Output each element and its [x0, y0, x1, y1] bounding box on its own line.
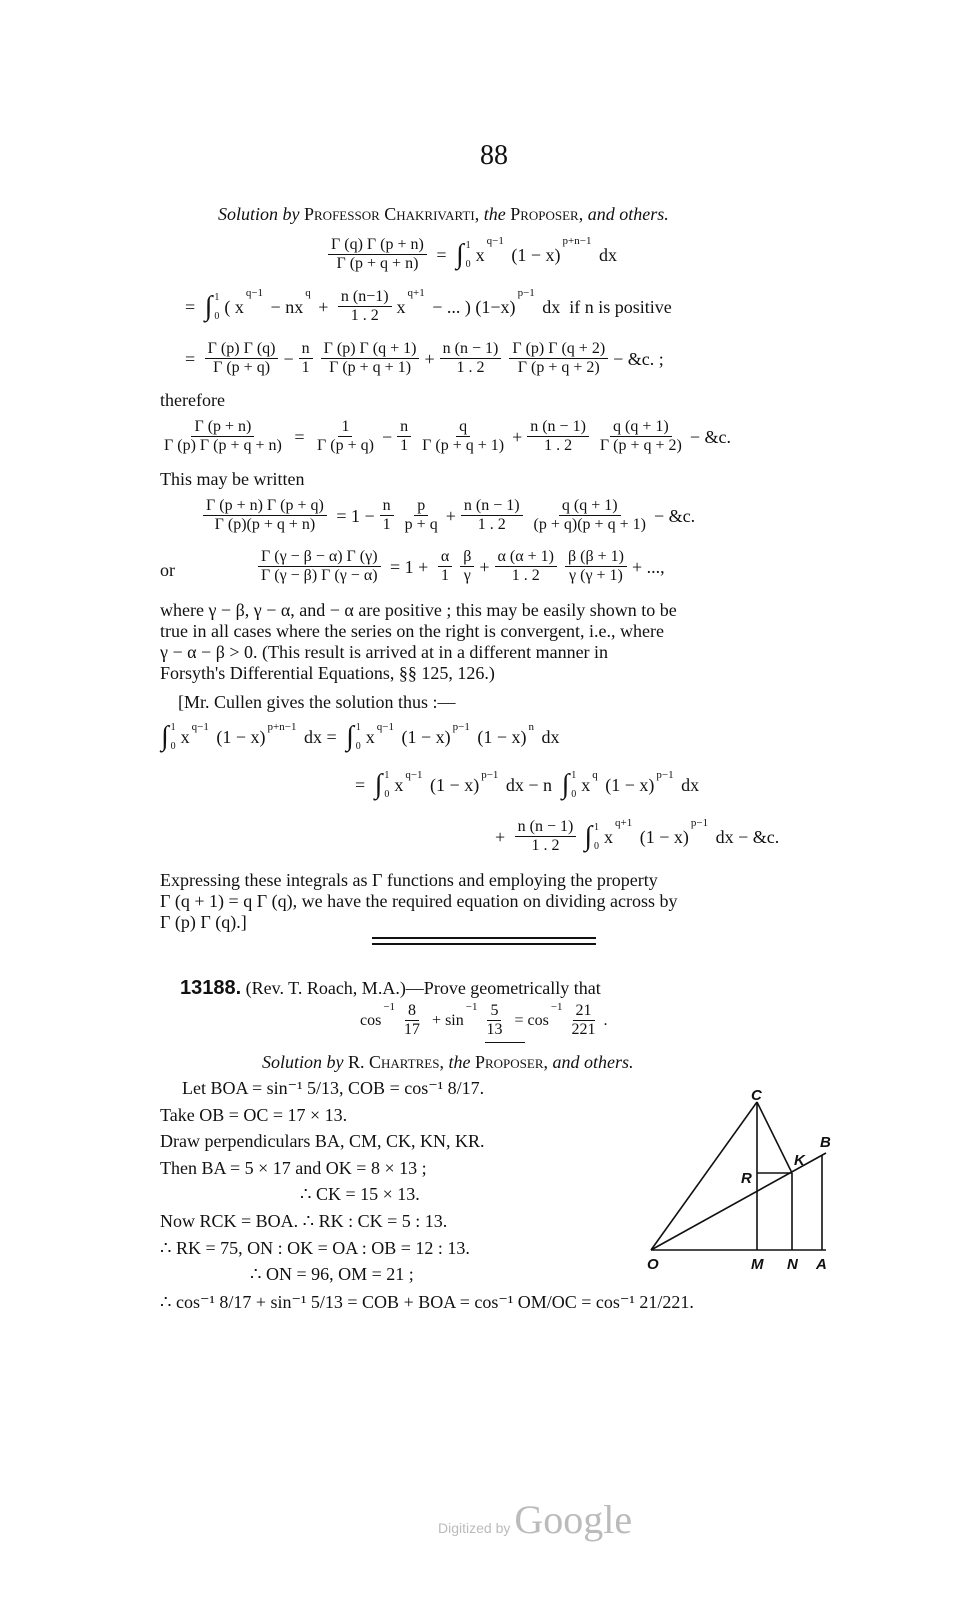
numerator: Γ (γ − β − α) Γ (γ)	[258, 548, 381, 567]
math-text: +	[424, 348, 435, 369]
exponent: q−1	[191, 721, 209, 733]
denominator: Γ (p + q + 2)	[599, 437, 682, 454]
exponent: q−1	[486, 235, 504, 247]
math-text: dx − n	[501, 775, 557, 795]
fraction	[380, 497, 394, 534]
math-text: dx =	[299, 727, 342, 747]
upper-limit: 1	[355, 722, 361, 733]
solution-heading-1	[218, 204, 669, 224]
numerator: p	[414, 497, 428, 516]
heading-proposer: Proposer,	[474, 1052, 548, 1072]
label-A: A	[816, 1256, 827, 1273]
fraction	[460, 548, 474, 585]
math-text: x	[396, 296, 406, 317]
denominator: 1	[441, 567, 450, 584]
proof-step: Draw perpendiculars BA, CM, CK, KN, KR.	[160, 1131, 485, 1151]
or-label: or	[160, 560, 175, 580]
fraction	[314, 418, 377, 455]
heading-prefix: Solution by	[262, 1052, 344, 1072]
numerator: q (q + 1)	[610, 418, 672, 437]
math-text: (1 − x)	[397, 727, 451, 747]
numerator: Γ (p) Γ (q + 2)	[509, 340, 608, 359]
math-text: + sin	[428, 1011, 464, 1029]
math-text: +	[479, 556, 490, 577]
para1-line: Forsyth's Differential Equations, §§ 125, 126.)	[160, 663, 495, 683]
denominator: Γ (p + q)	[317, 437, 374, 454]
integral-icon: ∫	[346, 721, 354, 752]
exponent: q	[592, 769, 598, 781]
exponent: p+n−1	[562, 235, 592, 247]
exponent: p−1	[452, 721, 470, 733]
denominator: Γ (p + q + 1)	[422, 437, 505, 454]
math-text: (1 − x)	[211, 727, 266, 747]
fraction	[461, 497, 523, 534]
denominator: 17	[404, 1021, 421, 1038]
exponent: −1	[383, 1001, 396, 1013]
exponent: q+1	[407, 287, 425, 299]
google-logo: Google	[514, 1497, 633, 1542]
exponent: q+1	[615, 817, 633, 829]
cullen-intro: [Mr. Cullen gives the solution thus :—	[178, 692, 456, 712]
math-text: = 1 −	[331, 505, 375, 526]
fraction	[258, 548, 381, 585]
numerator: β (β + 1)	[565, 548, 627, 567]
proof-step: Let BOA = sin⁻¹ 5/13, COB = cos⁻¹ 8/17.	[182, 1078, 485, 1098]
double-rule-top	[372, 937, 596, 939]
lower-limit: 0	[355, 741, 361, 752]
proof-step: Now RCK = BOA. ∴ RK : CK = 5 : 13.	[160, 1211, 448, 1231]
proof-step: Take OB = OC = 17 × 13.	[160, 1105, 348, 1125]
integral-sign	[456, 240, 471, 270]
cos-equation	[360, 1002, 608, 1039]
numerator: n (n−1)	[338, 288, 392, 307]
numerator: Γ (p + n) Γ (p + q)	[203, 497, 327, 516]
equation-7	[158, 722, 560, 752]
heading-name: Professor Chakrivarti,	[304, 204, 480, 224]
double-rule-bottom	[372, 943, 596, 945]
denominator: γ	[463, 567, 471, 584]
denominator: Γ (γ − β) Γ (γ − α)	[261, 567, 378, 584]
numerator: q (q + 1)	[559, 497, 621, 516]
label-K: K	[794, 1152, 805, 1169]
math-text: − nx	[266, 296, 304, 317]
fraction	[515, 818, 577, 855]
math-text: x	[581, 775, 591, 795]
math-text: =	[185, 348, 200, 369]
numerator: Γ (p + n)	[191, 418, 254, 437]
integral-icon: ∫	[456, 238, 464, 270]
problem-text: (Rev. T. Roach, M.A.)—Prove geometrically that	[245, 978, 601, 998]
exponent: p−1	[517, 287, 535, 299]
integral-sign	[562, 770, 577, 800]
math-text: =	[185, 296, 200, 317]
exponent: −1	[550, 1001, 563, 1013]
page-number: 88	[480, 140, 508, 171]
geometry-figure	[640, 1085, 840, 1275]
numerator: β	[460, 548, 474, 567]
fraction	[509, 340, 608, 377]
heading-name: R. Chartres,	[348, 1052, 444, 1072]
proof-step: Then BA = 5 × 17 and OK = 8 × 13 ;	[160, 1158, 427, 1178]
numerator: 21	[573, 1002, 595, 1021]
fraction	[495, 548, 557, 585]
math-text: − &c.	[653, 505, 696, 526]
integral-sign	[205, 292, 220, 322]
equation-8	[355, 770, 699, 800]
para1-line: γ − α − β > 0. (This result is arrived at in a different manner in	[160, 642, 609, 662]
fraction	[401, 1002, 423, 1039]
math-text: −	[283, 348, 294, 369]
heading-suffix: and others.	[552, 1052, 634, 1072]
math-text: (1 − x)	[472, 727, 527, 747]
denominator: Γ (p) Γ (p + q + n)	[164, 437, 282, 454]
lower-limit: 0	[170, 741, 176, 752]
equation-9	[495, 818, 779, 855]
lower-limit: 0	[465, 258, 471, 270]
upper-limit: 1	[571, 770, 577, 781]
upper-limit: 1	[170, 722, 176, 733]
therefore-text: therefore	[160, 390, 225, 410]
denominator: 1 . 2	[531, 837, 560, 854]
equation-3	[185, 340, 664, 377]
fraction	[299, 340, 313, 377]
equation-4	[158, 418, 731, 455]
denominator: Γ (p)(p + q + n)	[214, 516, 316, 533]
fraction	[597, 418, 685, 455]
numerator: α (α + 1)	[495, 548, 557, 567]
denominator: Γ (p + q)	[213, 359, 271, 376]
fraction	[328, 236, 427, 273]
fraction	[565, 548, 627, 585]
math-text: (1 − x)	[506, 244, 561, 265]
denominator: 1 . 2	[456, 359, 485, 376]
lower-limit: 0	[214, 310, 220, 322]
equation-5	[200, 497, 695, 534]
para2-line: Γ (q + 1) = q Γ (q), we have the required equation on dividing across by	[160, 891, 678, 911]
denominator: γ (γ + 1)	[569, 567, 623, 584]
fraction	[321, 340, 420, 377]
proof-step: ∴ ON = 96, OM = 21 ;	[250, 1264, 414, 1284]
exponent: q−1	[376, 721, 394, 733]
math-text: x	[475, 244, 485, 265]
math-text: .	[603, 1011, 608, 1029]
problem-statement	[180, 976, 601, 1000]
denominator: 1	[400, 437, 409, 454]
lower-limit: 0	[594, 840, 600, 852]
math-text: = cos	[510, 1011, 549, 1029]
math-text: −	[381, 426, 393, 447]
integral-limits	[384, 770, 389, 800]
google-watermark	[438, 1496, 632, 1543]
denominator: Γ (p + q + 1)	[329, 359, 412, 376]
para2-line: Expressing these integrals as Γ functions and employing the property	[160, 870, 658, 890]
upper-limit: 1	[465, 239, 471, 251]
fraction	[527, 418, 589, 455]
math-text: +	[495, 826, 510, 847]
fraction	[531, 497, 649, 534]
exponent: −1	[465, 1001, 478, 1013]
para1-line: true in all cases where the series on the right is convergent, i.e., where	[160, 621, 664, 641]
denominator: 1 . 2	[544, 437, 573, 454]
numerator: n (n − 1)	[515, 818, 577, 837]
integral-icon: ∫	[204, 290, 213, 322]
numerator: 5	[487, 1002, 501, 1021]
denominator: Γ (p + q + 2)	[517, 359, 600, 376]
fraction	[440, 340, 502, 377]
integral-sign	[161, 722, 176, 752]
heading-proposer: Proposer,	[510, 204, 584, 224]
fraction	[161, 418, 285, 455]
equation-6	[255, 548, 665, 585]
math-text: ( x	[224, 296, 244, 317]
fraction	[419, 418, 507, 455]
denominator: 1 . 2	[511, 567, 540, 584]
upper-limit: 1	[384, 770, 390, 781]
label-M: M	[751, 1256, 764, 1273]
denominator: 1	[382, 516, 391, 533]
fraction	[438, 548, 452, 585]
integral-sign	[375, 770, 390, 800]
numerator: n (n − 1)	[527, 418, 589, 437]
numerator: n	[380, 497, 394, 516]
fraction	[397, 418, 411, 455]
proof-step: ∴ cos⁻¹ 8/17 + sin⁻¹ 5/13 = COB + BOA = cos⁻¹ OM/OC = cos⁻¹ 21/221.	[160, 1292, 694, 1312]
short-rule	[485, 1042, 525, 1043]
exponent: q	[305, 287, 311, 299]
math-text: (1 − x)	[600, 775, 655, 795]
label-C: C	[751, 1087, 762, 1104]
heading-suffix: and others.	[587, 204, 669, 224]
numerator: 8	[405, 1002, 419, 1021]
watermark-prefix: Digitized by	[438, 1520, 511, 1536]
heading-mid: the	[448, 1052, 471, 1072]
problem-number: 13188.	[180, 977, 242, 999]
numerator: Γ (p) Γ (q + 1)	[321, 340, 420, 359]
lower-limit: 0	[571, 789, 577, 800]
line-CK	[757, 1102, 792, 1173]
fraction	[205, 340, 279, 377]
label-N: N	[787, 1256, 798, 1273]
numerator: n (n − 1)	[461, 497, 523, 516]
math-text: dx	[594, 244, 617, 265]
para1-line: where γ − β, γ − α, and − α are positive ; this may be easily shown to be	[160, 600, 677, 620]
math-text: − &c.	[689, 426, 732, 447]
label-B: B	[820, 1134, 831, 1151]
integral-icon: ∫	[561, 769, 570, 800]
math-text: (1 − x)	[635, 826, 689, 847]
exponent: q−1	[405, 769, 423, 781]
denominator: 1	[301, 359, 310, 376]
math-text: − &c. ;	[613, 348, 664, 369]
integral-limits	[594, 822, 599, 852]
equation-1	[325, 236, 617, 273]
math-text: =	[431, 244, 451, 265]
denominator: 13	[486, 1021, 503, 1038]
denominator: 1 . 2	[350, 307, 379, 324]
math-text: − ... ) (1−x)	[427, 296, 516, 317]
exponent: p−1	[481, 769, 499, 781]
math-text: (1 − x)	[425, 775, 480, 795]
numerator: Γ (p) Γ (q)	[205, 340, 279, 359]
math-text: = 1 +	[385, 556, 433, 577]
may-be-written-text: This may be written	[160, 469, 305, 489]
numerator: q	[456, 418, 470, 437]
math-text: x	[365, 727, 375, 747]
exponent: n	[528, 721, 534, 733]
math-text: dx	[676, 775, 700, 795]
fraction	[483, 1002, 505, 1039]
para2-line: Γ (p) Γ (q).]	[160, 912, 247, 932]
math-text: +	[313, 296, 333, 317]
exponent: p+n−1	[267, 721, 297, 733]
fraction	[569, 1002, 599, 1039]
integral-limits	[466, 240, 471, 270]
math-text: cos	[360, 1011, 382, 1029]
math-text: =	[289, 426, 310, 447]
math-text: dx − &c.	[711, 826, 780, 847]
denominator: p + q	[404, 516, 438, 533]
math-text: dx if n is positive	[537, 296, 672, 317]
math-text: +	[445, 505, 456, 526]
heading-mid: the	[483, 204, 506, 224]
lower-limit: 0	[384, 789, 390, 800]
numerator: n	[299, 340, 313, 359]
proof-step: ∴ RK = 75, ON : OK = OA : OB = 12 : 13.	[160, 1238, 470, 1258]
math-text: x	[180, 727, 190, 747]
math-text: + ...,	[631, 556, 665, 577]
integral-limits	[571, 770, 576, 800]
integral-icon: ∫	[584, 820, 593, 852]
integral-sign	[346, 722, 361, 752]
equation-2	[185, 288, 672, 325]
numerator: 1	[338, 418, 352, 437]
numerator: n	[397, 418, 411, 437]
math-text: +	[512, 426, 523, 447]
exponent: q−1	[245, 287, 264, 299]
fraction	[402, 497, 441, 534]
numerator: Γ (q) Γ (p + n)	[328, 236, 427, 255]
exponent: p−1	[690, 817, 709, 829]
integral-sign	[584, 822, 599, 852]
math-text: x	[604, 826, 614, 847]
integral-limits	[214, 292, 219, 322]
exponent: p−1	[656, 769, 674, 781]
math-text: =	[355, 775, 370, 795]
heading-prefix: Solution by	[218, 204, 300, 224]
denominator: (p + q)(p + q + 1)	[533, 516, 646, 533]
integral-limits	[356, 722, 361, 752]
solution-heading-2	[262, 1052, 634, 1072]
fraction	[203, 497, 327, 534]
upper-limit: 1	[214, 291, 220, 303]
math-text: dx	[537, 727, 560, 747]
denominator: 1 . 2	[477, 516, 506, 533]
integral-icon: ∫	[161, 721, 169, 752]
numerator: n (n − 1)	[440, 340, 502, 359]
proof-step: ∴ CK = 15 × 13.	[300, 1184, 420, 1204]
upper-limit: 1	[594, 821, 600, 833]
denominator: Γ (p + q + n)	[336, 255, 419, 272]
numerator: α	[438, 548, 452, 567]
integral-limits	[171, 722, 176, 752]
math-text: x	[394, 775, 404, 795]
fraction	[338, 288, 392, 325]
denominator: 221	[571, 1021, 596, 1038]
label-O: O	[647, 1256, 659, 1273]
label-R: R	[741, 1170, 752, 1187]
integral-icon: ∫	[374, 769, 383, 800]
